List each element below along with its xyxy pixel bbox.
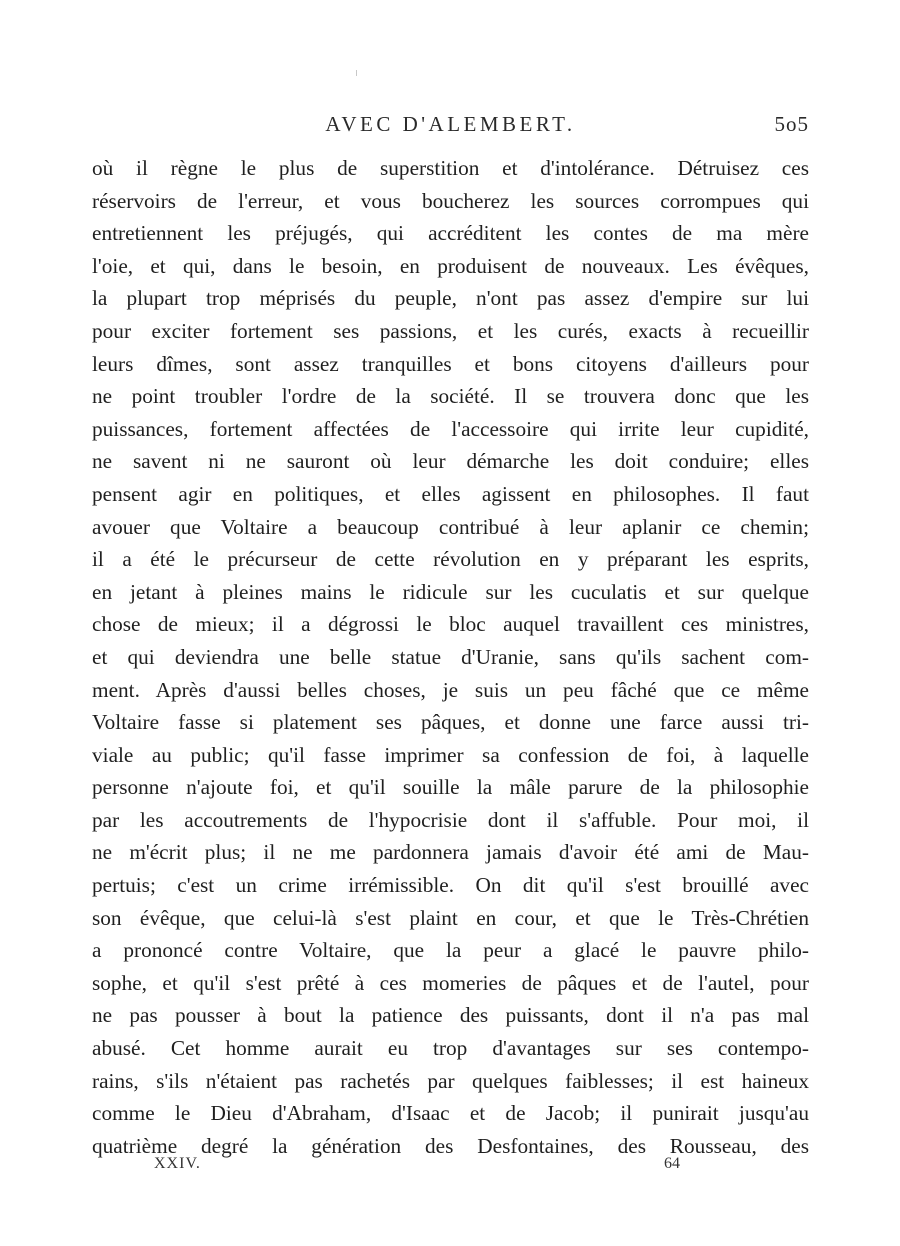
text-line: ment. Après d'aussi belles choses, je suis un peu fâché que ce même xyxy=(92,677,809,702)
page-footer xyxy=(92,1155,809,1181)
sheet-number: 64 xyxy=(664,1155,680,1172)
text-line: ne pas pousser à bout la patience des puissants, dont il n'a pas mal xyxy=(92,1003,809,1028)
text-line: personne n'ajoute foi, et qu'il souille la mâle parure de la philosophie xyxy=(92,775,809,800)
text-line: par les accoutrements de l'hypocrisie dont il s'affuble. Pour moi, il xyxy=(92,807,809,832)
text-line: ne point troubler l'ordre de la société. Il se trouvera donc que les xyxy=(92,384,809,409)
text-line: abusé. Cet homme aurait eu trop d'avantages sur ses contempo- xyxy=(92,1036,809,1061)
text-line: chose de mieux; il a dégrossi le bloc auquel travaillent ces ministres, xyxy=(92,612,809,637)
text-line: il a été le précurseur de cette révolution en y préparant les esprits, xyxy=(92,547,809,572)
text-line: où il règne le plus de superstition et d'intolérance. Détruisez ces xyxy=(92,156,809,180)
text-line: puissances, fortement affectées de l'accessoire qui irrite leur cupidité, xyxy=(92,416,809,441)
text-line: sophe, et qu'il s'est prêté à ces momeries de pâques et de l'autel, pour xyxy=(92,970,809,995)
body-text xyxy=(92,152,809,1162)
text-line: quatrième degré la génération des Desfontaines, des Rousseau, des xyxy=(92,1133,809,1158)
text-line: leurs dîmes, sont assez tranquilles et bons citoyens d'ailleurs pour xyxy=(92,351,809,376)
running-title: AVEC D'ALEMBERT. xyxy=(325,112,576,136)
text-line: viale au public; qu'il fasse imprimer sa confession de foi, à laquelle xyxy=(92,742,809,767)
text-line: ne savent ni ne sauront où leur démarche les doit conduire; elles xyxy=(92,449,809,474)
print-speck xyxy=(356,70,357,76)
text-line: ne m'écrit plus; il ne me pardonnera jamais d'avoir été ami de Mau- xyxy=(92,840,809,865)
text-line: comme le Dieu d'Abraham, d'Isaac et de Jacob; il punirait jusqu'au xyxy=(92,1101,809,1126)
text-line: son évêque, que celui-là s'est plaint en cour, et que le Très-Chrétien xyxy=(92,905,809,930)
text-line: la plupart trop méprisés du peuple, n'ont pas assez d'empire sur lui xyxy=(92,286,809,311)
running-head xyxy=(92,112,809,142)
text-line: avouer que Voltaire a beaucoup contribué à leur aplanir ce chemin; xyxy=(92,514,809,539)
text-line: entretiennent les préjugés, qui accréditent les contes de ma mère xyxy=(92,221,809,246)
text-line: Voltaire fasse si platement ses pâques, et donne une farce aussi tri- xyxy=(92,710,809,735)
text-line: rains, s'ils n'étaient pas rachetés par quelques faiblesses; il est haineux xyxy=(92,1068,809,1093)
page-number: 5o5 xyxy=(774,112,809,136)
signature-mark: XXIV. xyxy=(154,1155,201,1172)
text-line: en jetant à pleines mains le ridicule sur les cuculatis et sur quelque xyxy=(92,579,809,604)
text-line: pertuis; c'est un crime irrémissible. On dit qu'il s'est brouillé avec xyxy=(92,873,809,898)
text-line: l'oie, et qui, dans le besoin, en produisent de nouveaux. Les évêques, xyxy=(92,253,809,278)
text-line: pour exciter fortement ses passions, et les curés, exacts à recueillir xyxy=(92,318,809,343)
text-line: a prononcé contre Voltaire, que la peur a glacé le pauvre philo- xyxy=(92,938,809,963)
text-line: réservoirs de l'erreur, et vous boucherez les sources corrompues qui xyxy=(92,188,809,213)
text-line: pensent agir en politiques, et elles agissent en philosophes. Il faut xyxy=(92,481,809,506)
text-line: et qui deviendra une belle statue d'Uranie, sans qu'ils sachent com- xyxy=(92,644,809,669)
